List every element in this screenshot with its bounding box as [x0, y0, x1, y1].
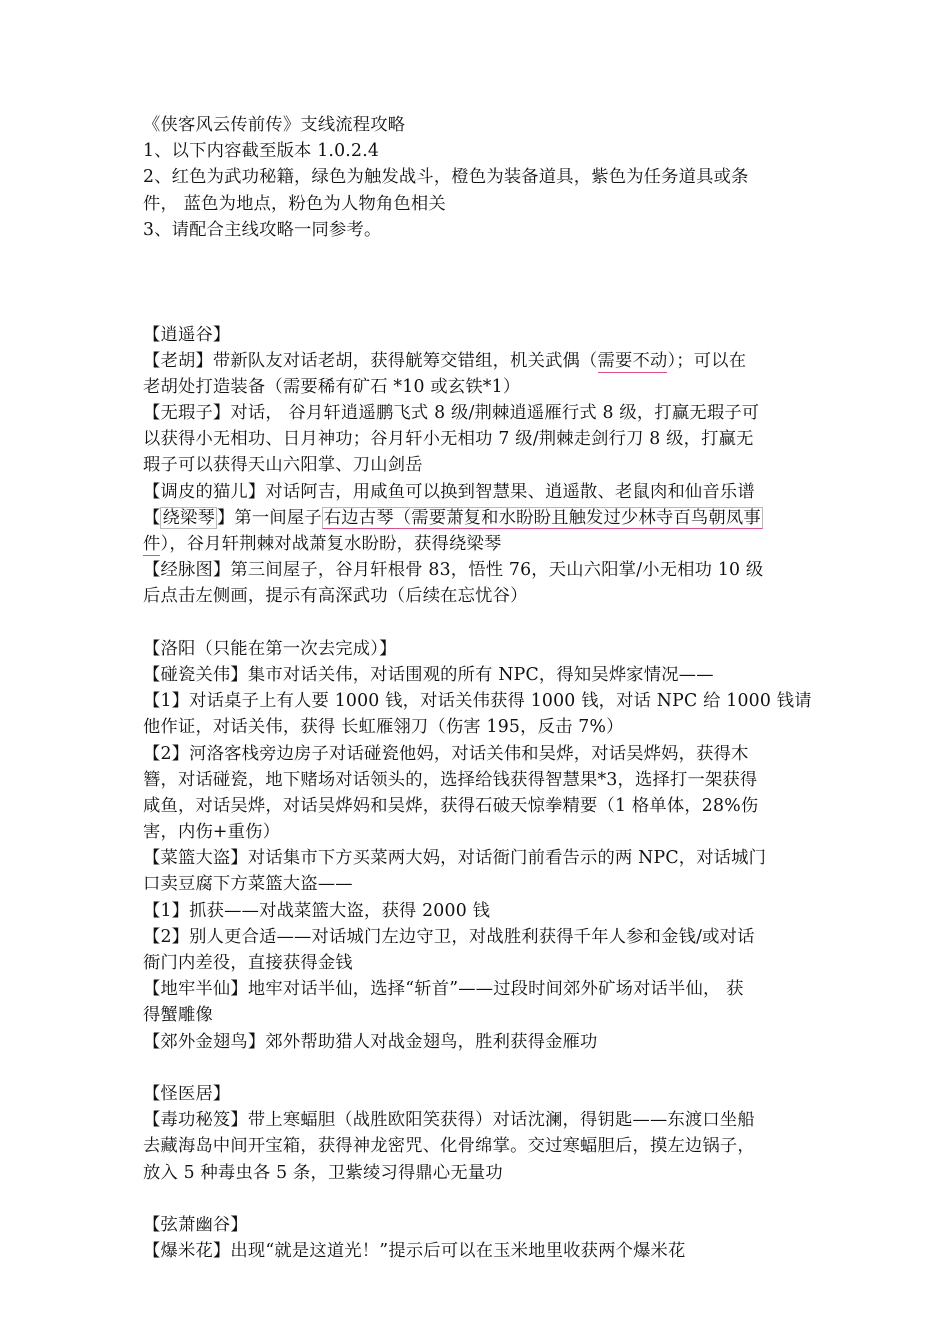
entry-laohu-line2: 老胡处打造装备（需要稀有矿石 *10 或玄铁*1）	[143, 376, 521, 397]
entry-cat: 【调皮的猫儿】对话阿吉，用咸鱼可以换到智慧果、逍遥散、老鼠肉和仙音乐谱	[143, 481, 755, 502]
luoyang-line: 口卖豆腐下方菜篮大盗——	[143, 874, 353, 895]
guaiyi-line: 去藏海岛中间开宝箱，获得神龙密咒、化骨绵掌。交过寒蝠胆后，摸左边锅子，	[143, 1136, 755, 1157]
spacer	[143, 295, 811, 321]
doc-title: 《侠客风云传前传》支线流程攻略	[143, 115, 406, 135]
text-run: 【老胡】带新队友对话老胡，获得觥筹交错组，机关武偶（	[143, 350, 598, 371]
luoyang-line: 他作证，对话关伟，获得 长虹雁翎刀（伤害 195，反击 7%）	[143, 717, 624, 738]
text-run: 【	[143, 507, 161, 528]
entry-raoliangqin-line1	[143, 505, 811, 531]
luoyang-line: 【郊外金翅鸟】郊外帮助猎人对战金翅鸟，胜利获得金雁功	[143, 1031, 598, 1052]
xianxiao-line: 【爆米花】出现“就是这道光！”提示后可以在玉米地里收获两个爆米花	[143, 1241, 686, 1262]
luoyang-line: 【2】河洛客栈旁边房子对话碰瓷他妈，对话关伟和吴烨，对话吴烨妈，获得木	[143, 743, 749, 764]
luoyang-line: 【碰瓷关伟】集市对话关伟，对话围观的所有 NPC，得知吴烨家情况——	[143, 664, 714, 685]
luoyang-line: 【菜篮大盗】对话集市下方买菜两大妈，对话衙门前看告示的两 NPC，对话城门	[143, 848, 767, 869]
entry-raoliangqin-line2	[143, 531, 811, 557]
entry-jingmai-line2: 后点击左侧画，提示有高深武功（后续在忘忧谷）	[143, 586, 528, 607]
note-color-legend-cont: 件， 蓝色为地点，粉色为人物角色相关	[143, 193, 446, 214]
spacer	[143, 610, 811, 636]
underlined-condition: 需要不动	[597, 350, 668, 371]
underlined-condition: 件	[143, 534, 161, 554]
entry-wuxiazi-line3: 瑕子可以获得天山六阳掌、刀山剑岳	[143, 455, 423, 476]
entry-laohu-line1	[143, 348, 811, 374]
luoyang-line: 咸鱼，对话吴烨，对话吴烨妈和吴烨，获得石破天惊拳精要（1 格单体，28%伤	[143, 795, 759, 816]
text-run: 】第一间屋子	[216, 507, 322, 528]
luoyang-line: 【1】抓获——对战菜篮大盗，获得 2000 钱	[143, 900, 491, 921]
entry-jingmai-line1: 【经脉图】第三间屋子，谷月轩根骨 83，悟性 76，天山六阳掌/小无相功 10 级	[143, 560, 764, 581]
section-heading-luoyang: 【洛阳（只能在第一次去完成）】	[143, 638, 397, 659]
note-color-legend: 2、红色为武功秘籍，绿色为触发战斗，橙色为装备道具，紫色为任务道具或条	[143, 167, 749, 188]
luoyang-line: 簪，对话碰瓷，地下赌场对话领头的，选择给钱获得智慧果*3，选择打一架获得	[143, 769, 758, 790]
entry-wuxiazi-line1: 【无瑕子】对话， 谷月轩逍遥鹏飞式 8 级/荆棘逍遥雁行式 8 级，打赢无瑕子可	[143, 403, 760, 424]
document-page	[143, 112, 811, 1264]
boxed-condition: 右边古琴（需要萧复和水盼盼且触发过少林寺百鸟朝凤事	[323, 507, 761, 528]
note-version: 1、以下内容截至版本 1.0.2.4	[143, 141, 380, 162]
section-heading-xianxiao: 【弦萧幽谷】	[143, 1214, 248, 1235]
guaiyi-line: 【毒功秘笈】带上寒蝠胆（战胜欧阳笑获得）对话沈澜，得钥匙——东渡口坐船	[143, 1110, 755, 1131]
luoyang-line: 【1】对话桌子上有人要 1000 钱，对话关伟获得 1000 钱，对话 NPC 给 1000 钱请	[143, 691, 812, 712]
note-reference: 3、请配合主线攻略一同参考。	[143, 219, 382, 240]
guaiyi-line: 放入 5 种毒虫各 5 条，卫紫绫习得鼎心无量功	[143, 1162, 503, 1183]
luoyang-line: 得蟹雕像	[143, 1005, 213, 1026]
spacer	[143, 269, 811, 295]
text-run: ），谷月轩荆棘对战萧复水盼盼，获得绕梁琴	[160, 534, 502, 554]
text-run: ）；可以在	[667, 350, 747, 371]
section-heading-guaiyi: 【怪医居】	[143, 1083, 231, 1104]
luoyang-line: 【地牢半仙】地牢对话半仙，选择“斩首”——过段时间郊外矿场对话半仙， 获	[143, 979, 744, 1000]
section-heading-xiaoyao: 【逍遥谷】	[143, 324, 231, 345]
luoyang-line: 【2】别人更合适——对话城门左边守卫，对战胜利获得千年人参和金钱/或对话	[143, 926, 755, 947]
spacer	[143, 1055, 811, 1081]
luoyang-line: 衙门内差役，直接获得金钱	[143, 953, 353, 973]
spacer	[143, 1186, 811, 1212]
spacer	[143, 243, 811, 269]
luoyang-line: 害，内伤+重伤）	[143, 822, 281, 843]
entry-wuxiazi-line2: 以获得小无相功、日月神功；谷月轩小无相功 7 级/荆棘走剑行刀 8 级，打赢无	[143, 429, 754, 450]
boxed-item-name: 绕梁琴	[162, 507, 215, 528]
